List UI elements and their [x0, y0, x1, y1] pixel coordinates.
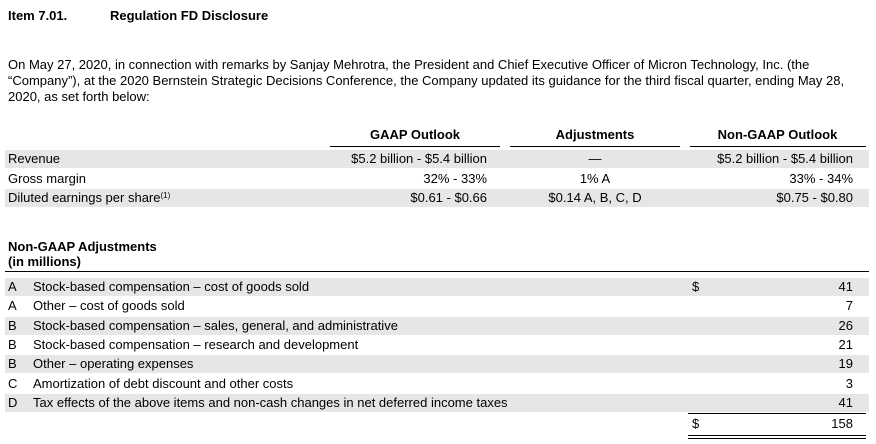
footnote-marker: (1): [160, 191, 171, 200]
row-label-text: Diluted earnings per share: [8, 190, 161, 205]
adjustment-letter: B: [8, 356, 17, 371]
nongaap-value: $5.2 billion - $5.4 billion: [717, 151, 853, 166]
adjustments-top-rule: [5, 271, 869, 272]
adjustment-description: Stock-based compensation – sales, general, and administrative: [33, 318, 398, 333]
col-header-adjustments: Adjustments: [555, 127, 635, 142]
gaap-value: $5.2 billion - $5.4 billion: [351, 151, 487, 166]
adjustment-value: 41: [838, 395, 853, 410]
adjustment-description: Stock-based compensation – cost of goods sold: [33, 279, 310, 294]
header-rule-adjustments: [510, 146, 680, 147]
adjustment-value: $0.14 A, B, C, D: [548, 190, 642, 205]
adjustments-title: Non-GAAP Adjustments: [8, 239, 157, 254]
item-title: Regulation FD Disclosure: [110, 8, 269, 23]
currency-symbol: $: [692, 279, 700, 294]
adjustment-description: Other – cost of goods sold: [33, 298, 185, 313]
adjustment-value: 21: [838, 337, 853, 352]
total-double-rule-2: [688, 438, 866, 439]
gaap-value: 32% - 33%: [423, 171, 487, 186]
adjustment-value: 19: [838, 356, 853, 371]
total-value: 158: [831, 416, 853, 431]
adjustment-letter: B: [8, 337, 17, 352]
row-label-revenue: Revenue: [8, 151, 61, 166]
item-number: Item 7.01.: [8, 8, 68, 23]
header-rule-gaap: [330, 146, 500, 147]
adjustment-description: Tax effects of the above items and non-cash changes in net deferred income taxes: [33, 395, 508, 410]
nongaap-value: $0.75 - $0.80: [776, 190, 853, 205]
adjustment-letter: A: [8, 298, 17, 313]
adjustments-subtitle: (in millions): [8, 254, 81, 269]
adjustment-description: Other – operating expenses: [33, 356, 194, 371]
row-label-diluted-eps: [8, 189, 170, 207]
adjustment-value: 3: [845, 376, 853, 391]
adjustment-value: 1% A: [579, 171, 611, 186]
adjustment-letter: C: [8, 376, 18, 391]
row-label-gross-margin: Gross margin: [8, 171, 87, 186]
col-header-gaap: GAAP Outlook: [369, 127, 461, 142]
adjustment-description: Stock-based compensation – research and development: [33, 337, 359, 352]
adjustment-letter: D: [8, 395, 18, 410]
adjustment-value: 41: [838, 279, 853, 294]
header-rule-nongaap: [690, 146, 866, 147]
total-currency-symbol: $: [692, 416, 700, 431]
total-top-rule: [688, 413, 866, 414]
adjustment-value: 7: [845, 298, 853, 313]
total-double-rule-1: [688, 435, 866, 436]
col-header-nongaap: Non-GAAP Outlook: [717, 127, 838, 142]
adjustment-value: 26: [838, 318, 853, 333]
adjustment-letter: B: [8, 318, 17, 333]
adjustment-description: Amortization of debt discount and other costs: [33, 376, 294, 391]
intro-paragraph: On May 27, 2020, in connection with remarks by Sanjay Mehrotra, the President and Chief Executive Officer of Micron Technology, Inc. (the “Company”), at the 2020 Bernstein Strategic Decisions Conference, the Company updated its guidance for the third fiscal quarter, ending May 28, 2020, as set forth below:: [8, 57, 845, 104]
nongaap-value: 33% - 34%: [789, 171, 853, 186]
adjustment-value: —: [588, 151, 602, 166]
gaap-value: $0.61 - $0.66: [410, 190, 487, 205]
adjustment-letter: A: [8, 279, 17, 294]
